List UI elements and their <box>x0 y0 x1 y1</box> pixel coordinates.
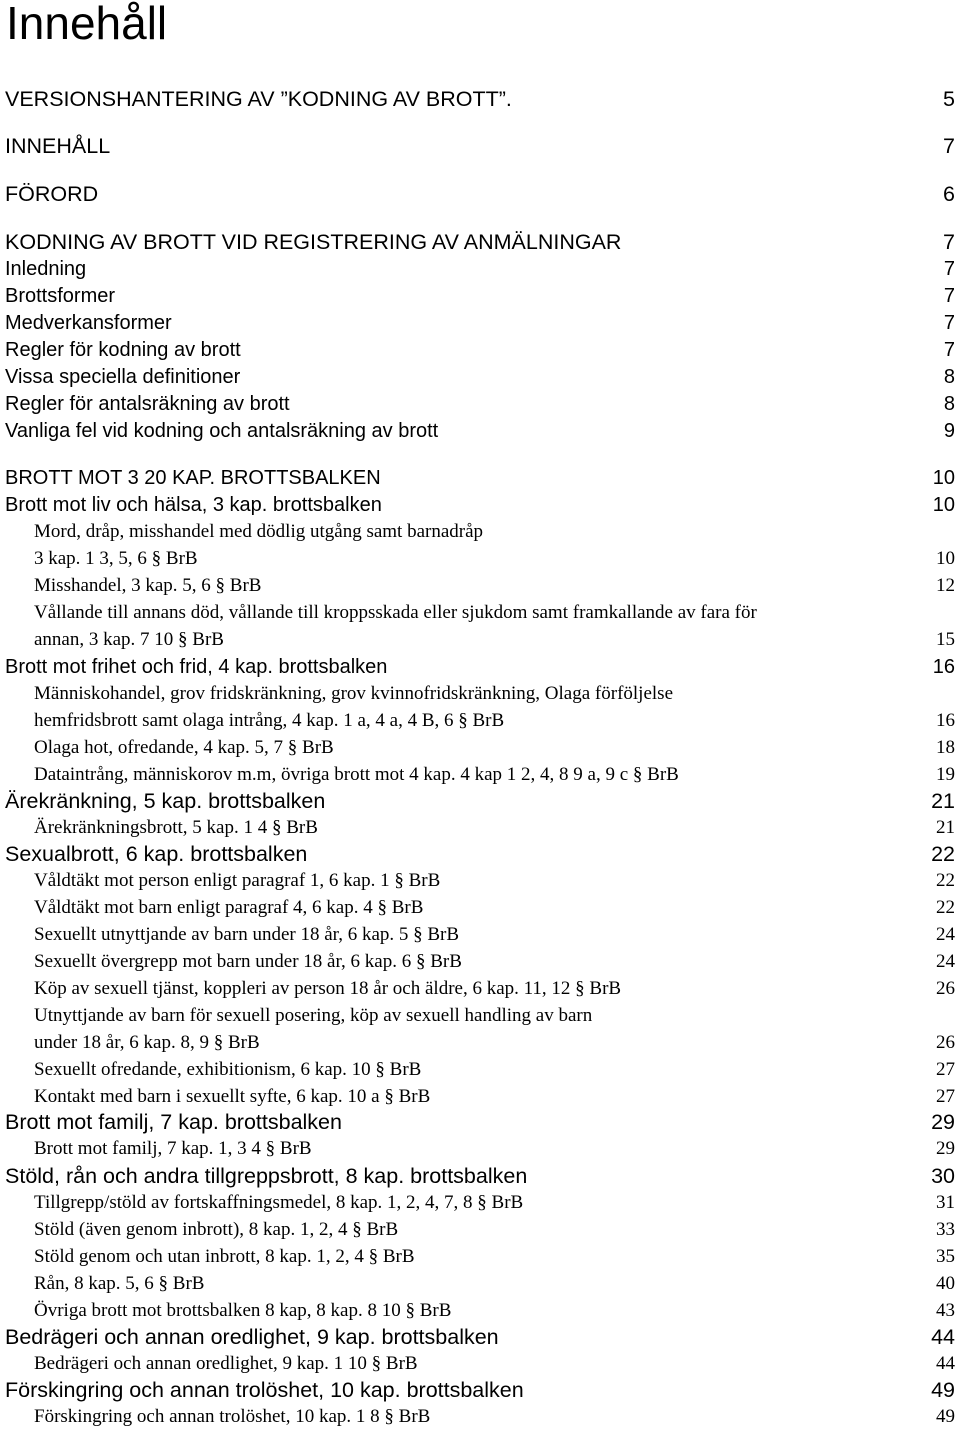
toc-entry-page-number: 10 <box>932 467 955 489</box>
toc-entry-page-number: 29 <box>931 1110 955 1134</box>
toc-entry-page-number: 8 <box>943 366 955 388</box>
toc-entry-title: Köp av sexuell tjänst, koppleri av person 18 år och äldre, 6 kap. 11, 12 § BrB <box>34 978 622 999</box>
toc-entry[interactable] <box>0 229 960 255</box>
toc-entry-page-number: 31 <box>936 1192 955 1213</box>
toc-entry[interactable] <box>0 815 960 841</box>
toc-entry-title: Misshandel, 3 kap. 5, 6 § BrB <box>34 575 262 596</box>
toc-entry-page-number: 16 <box>936 710 955 731</box>
toc-entry[interactable] <box>0 391 960 417</box>
toc-entry-title: Våldtäkt mot barn enligt paragraf 4, 6 kap. 4 § BrB <box>34 897 424 918</box>
toc-entry[interactable] <box>0 256 960 282</box>
toc-entry-page-number: 7 <box>943 258 955 280</box>
toc-entry[interactable] <box>0 1057 960 1083</box>
toc-entry[interactable] <box>0 133 960 159</box>
toc-entry-title: Vållande till annans död, vållande till kroppsskada eller sjukdom samt framkallande av fara för <box>34 602 757 623</box>
toc-entry[interactable] <box>0 1217 960 1243</box>
toc-entry-page-number: 7 <box>943 312 955 334</box>
toc-entry-title: Brottsformer <box>5 285 116 307</box>
toc-entry[interactable] <box>0 364 960 390</box>
toc-entry-title: Tillgrepp/stöld av fortskaffningsmedel, 8 kap. 1, 2, 4, 7, 8 § BrB <box>34 1192 524 1213</box>
toc-entry-title: Regler för antalsräkning av brott <box>5 393 290 415</box>
toc-entry-title: Brott mot familj, 7 kap. 1, 3 4 § BrB <box>34 1138 312 1159</box>
toc-entry-title: Sexuellt övergrepp mot barn under 18 år, 6 kap. 6 § BrB <box>34 951 462 972</box>
toc-entry[interactable] <box>0 181 960 207</box>
toc-entry-page-number: 35 <box>936 1246 955 1267</box>
toc-entry-title: Brott mot liv och hälsa, 3 kap. brottsbalken <box>5 494 382 516</box>
toc-entry-title: FÖRORD <box>5 182 99 206</box>
toc-entry-title: Inledning <box>5 258 87 280</box>
toc-entry[interactable] <box>0 86 960 112</box>
toc-entry-title: Medverkansformer <box>5 312 172 334</box>
toc-entry[interactable] <box>0 922 960 948</box>
toc-entry-title: VERSIONSHANTERING AV ”KODNING AV BROTT”. <box>5 87 512 111</box>
toc-entry-title: Människohandel, grov fridskränkning, grov kvinnofridskränkning, Olaga förföljelse <box>34 683 674 704</box>
toc-entry-title: Bedrägeri och annan oredlighet, 9 kap. brottsbalken <box>5 1325 499 1349</box>
toc-entry[interactable] <box>0 1003 960 1029</box>
toc-entry[interactable] <box>0 788 960 814</box>
toc-entry-title: Sexuellt utnyttjande av barn under 18 år, 6 kap. 5 § BrB <box>34 924 460 945</box>
toc-entry-title: Kontakt med barn i sexuellt syfte, 6 kap. 10 a § BrB <box>34 1086 431 1107</box>
toc-entry[interactable] <box>0 546 960 572</box>
toc-entry-title: Bedrägeri och annan oredlighet, 9 kap. 1 10 § BrB <box>34 1353 418 1374</box>
toc-entry-title: hemfridsbrott samt olaga intrång, 4 kap. 1 a, 4 a, 4 B, 6 § BrB <box>34 710 505 731</box>
toc-entry-title: Våldtäkt mot person enligt paragraf 1, 6 kap. 1 § BrB <box>34 870 441 891</box>
toc-entry[interactable] <box>0 762 960 788</box>
toc-entry-page-number: 22 <box>936 870 955 891</box>
toc-entry-page-number: 21 <box>931 789 955 813</box>
toc-entry-page-number: 43 <box>936 1300 955 1321</box>
toc-entry-page-number: 27 <box>936 1086 955 1107</box>
toc-entry-page-number: 33 <box>936 1219 955 1240</box>
toc-entry[interactable] <box>0 1136 960 1162</box>
toc-entry[interactable] <box>0 600 960 626</box>
toc-entry-page-number: 18 <box>936 737 955 758</box>
toc-entry[interactable] <box>0 492 960 518</box>
toc-entry-title: Olaga hot, ofredande, 4 kap. 5, 7 § BrB <box>34 737 334 758</box>
toc-entry-title: Mord, dråp, misshandel med dödlig utgång samt barnadråp <box>34 521 484 542</box>
toc-entry[interactable] <box>0 735 960 761</box>
toc-entry-page-number: 27 <box>936 1059 955 1080</box>
toc-entry-page-number: 26 <box>936 1032 955 1053</box>
toc-entry-page-number: 9 <box>943 420 955 442</box>
toc-entry[interactable] <box>0 627 960 653</box>
toc-entry[interactable] <box>0 1244 960 1270</box>
toc-entry-title: under 18 år, 6 kap. 8, 9 § BrB <box>34 1032 260 1053</box>
toc-entry[interactable] <box>0 337 960 363</box>
toc-entry-title: Förskingring och annan trolöshet, 10 kap. 1 8 § BrB <box>34 1406 431 1427</box>
toc-entry-title: annan, 3 kap. 7 10 § BrB <box>34 629 224 650</box>
toc-entry-page-number: 7 <box>943 285 955 307</box>
toc-entry[interactable] <box>0 310 960 336</box>
toc-entry[interactable] <box>0 1190 960 1216</box>
toc-entry[interactable] <box>0 895 960 921</box>
toc-entry-page-number: 22 <box>931 842 955 866</box>
toc-entry-title: Ärekränkning, 5 kap. brottsbalken <box>5 789 326 813</box>
toc-entry[interactable] <box>0 841 960 867</box>
toc-entry-title: Vissa speciella definitioner <box>5 366 241 388</box>
toc-entry-title: INNEHÅLL <box>5 134 111 158</box>
toc-entry-title: 3 kap. 1 3, 5, 6 § BrB <box>34 548 198 569</box>
toc-entry[interactable] <box>0 1084 960 1110</box>
toc-entry-title: Utnyttjande av barn för sexuell posering, köp av sexuell handling av barn <box>34 1005 593 1026</box>
toc-entry[interactable] <box>0 465 960 491</box>
toc-entry-page-number: 16 <box>932 656 955 678</box>
toc-entry-title: Sexualbrott, 6 kap. brottsbalken <box>5 842 308 866</box>
toc-entry-page-number: 29 <box>936 1138 955 1159</box>
toc-entry-title: Förskingring och annan trolöshet, 10 kap. brottsbalken <box>5 1378 524 1402</box>
toc-entry-title: Stöld genom och utan inbrott, 8 kap. 1, 2, 4 § BrB <box>34 1246 415 1267</box>
toc-entry-page-number: 24 <box>936 924 955 945</box>
toc-entry-title: Brott mot frihet och frid, 4 kap. brottsbalken <box>5 656 388 678</box>
toc-entry[interactable] <box>0 708 960 734</box>
toc-entry-title: KODNING AV BROTT VID REGISTRERING AV ANMÄLNINGAR <box>5 230 622 254</box>
toc-entry[interactable] <box>0 654 960 680</box>
toc-entry[interactable] <box>0 283 960 309</box>
toc-entry[interactable] <box>0 1377 960 1403</box>
toc-entry-title: Stöld (även genom inbrott), 8 kap. 1, 2, 4 § BrB <box>34 1219 399 1240</box>
toc-entry-page-number: 21 <box>936 817 955 838</box>
toc-entry[interactable] <box>0 949 960 975</box>
toc-entry-page-number: 5 <box>943 87 955 111</box>
toc-entry-page-number: 30 <box>931 1164 955 1188</box>
toc-entry-page-number: 49 <box>931 1378 955 1402</box>
toc-entry-page-number: 10 <box>932 494 955 516</box>
toc-entry[interactable] <box>0 1030 960 1056</box>
toc-entry-title: Rån, 8 kap. 5, 6 § BrB <box>34 1273 205 1294</box>
toc-entry[interactable] <box>0 418 960 444</box>
toc-entry-page-number: 40 <box>936 1273 955 1294</box>
toc-entry[interactable] <box>0 1271 960 1297</box>
toc-entry[interactable] <box>0 1324 960 1350</box>
toc-entry-title: Sexuellt ofredande, exhibitionism, 6 kap. 10 § BrB <box>34 1059 422 1080</box>
page-title: Innehåll <box>6 0 168 49</box>
toc-entry[interactable] <box>0 681 960 707</box>
toc-entry-page-number: 26 <box>936 978 955 999</box>
toc-entry-title: Vanliga fel vid kodning och antalsräkning av brott <box>5 420 439 442</box>
toc-entry-page-number: 19 <box>936 764 955 785</box>
toc-entry-title: Regler för kodning av brott <box>5 339 241 361</box>
toc-entry-title: Brott mot familj, 7 kap. brottsbalken <box>5 1110 342 1134</box>
toc-entry-page-number: 7 <box>943 134 955 158</box>
toc-entry[interactable] <box>0 519 960 545</box>
toc-entry[interactable] <box>0 573 960 599</box>
toc-entry-page-number: 49 <box>936 1406 955 1427</box>
toc-entry-title: Stöld, rån och andra tillgreppsbrott, 8 kap. brottsbalken <box>5 1164 528 1188</box>
toc-entry-title: Ärekränkningsbrott, 5 kap. 1 4 § BrB <box>34 817 318 838</box>
toc-entry[interactable] <box>0 976 960 1002</box>
toc-entry[interactable] <box>0 1298 960 1324</box>
toc-entry-page-number: 7 <box>943 230 955 254</box>
toc-entry[interactable] <box>0 1109 960 1135</box>
toc-entry-title: Övriga brott mot brottsbalken 8 kap, 8 kap. 8 10 § BrB <box>34 1300 452 1321</box>
toc-entry-page-number: 7 <box>943 339 955 361</box>
toc-entry-page-number: 22 <box>936 897 955 918</box>
toc-entry-page-number: 24 <box>936 951 955 972</box>
toc-entry-page-number: 10 <box>936 548 955 569</box>
toc-entry[interactable] <box>0 868 960 894</box>
toc-entry-title: BROTT MOT 3 20 KAP. BROTTSBALKEN <box>5 467 381 489</box>
toc-entry-page-number: 6 <box>943 182 955 206</box>
toc-entry-page-number: 8 <box>943 393 955 415</box>
toc-entry-page-number: 44 <box>936 1353 955 1374</box>
toc-entry-page-number: 15 <box>936 629 955 650</box>
toc-entry-page-number: 44 <box>931 1325 955 1349</box>
toc-entry[interactable] <box>0 1351 960 1377</box>
toc-entry[interactable] <box>0 1163 960 1189</box>
toc-entry-page-number: 12 <box>936 575 955 596</box>
toc-entry-title: Dataintrång, människorov m.m, övriga brott mot 4 kap. 4 kap 1 2, 4, 8 9 a, 9 c § BrB <box>34 764 679 785</box>
toc-entry[interactable] <box>0 1404 960 1430</box>
